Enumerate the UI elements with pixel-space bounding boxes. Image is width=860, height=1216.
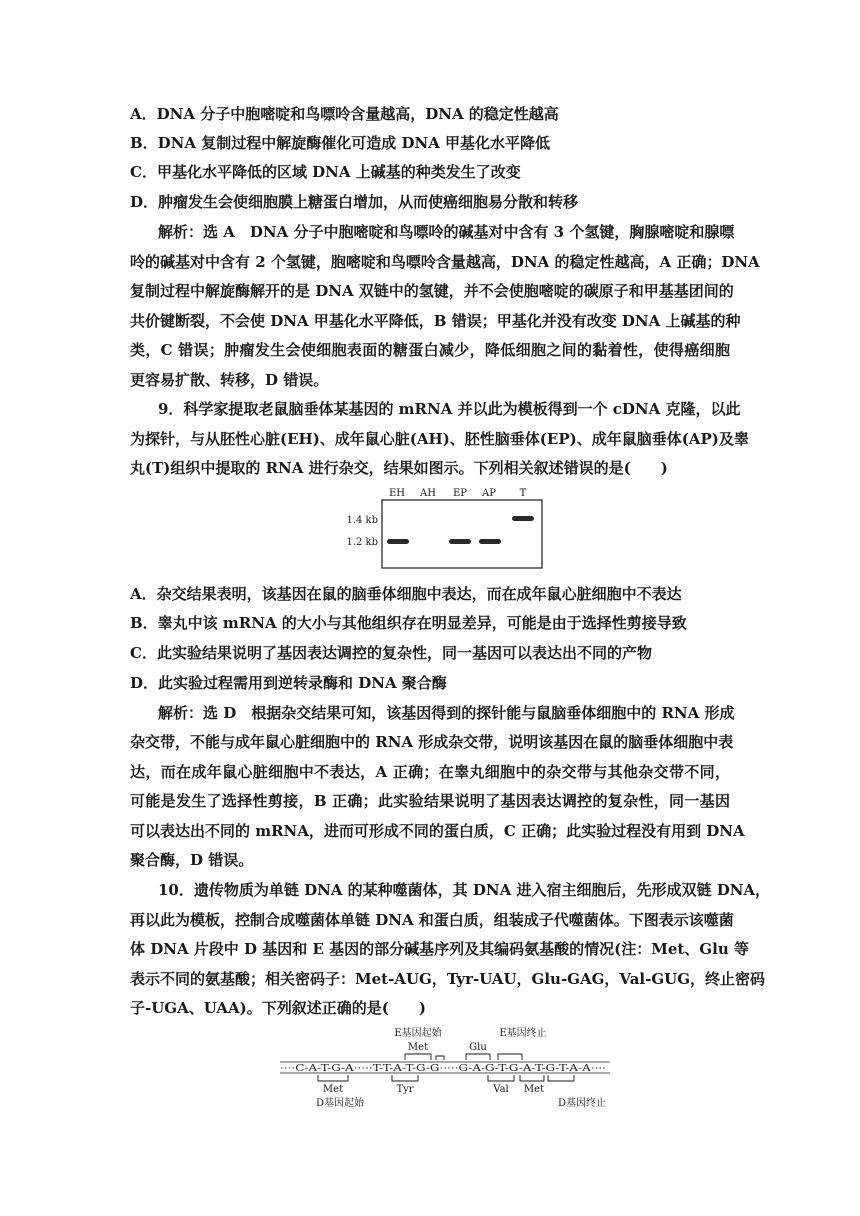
- band-eh: [387, 539, 409, 544]
- lane-label-t: T: [519, 488, 527, 499]
- band-ep: [449, 539, 471, 544]
- d-gene-end-label: D基因终止: [557, 1098, 607, 1108]
- e-gene-start-label: E基因起始: [394, 1028, 442, 1039]
- bracket-e-codon: [436, 1056, 444, 1060]
- q8-analysis-line: 呤的碱基对中含有 2 个氢键，胞嘧啶和鸟嘌呤含量越高，DNA 的稳定性越高，A 正确；DNA: [130, 253, 760, 271]
- q10-stem-line: 体 DNA 片段中 D 基因和 E 基因的部分碱基序列及其编码氨基酸的情况(注：Met、Glu 等: [130, 940, 749, 958]
- q9-analysis-line: 可以表达出不同的 mRNA，进而可形成不同的蛋白质，C 正确；此实验过程没有用到 DNA: [130, 822, 745, 840]
- q9-option-a: A．杂交结果表明，该基因在鼠的脑垂体细胞中表达，而在成年鼠心脏细胞中不表达: [130, 585, 682, 603]
- q9-analysis-line: 杂交带，不能与成年鼠心脏细胞中的 RNA 形成杂交带，说明该基因在鼠的脑垂体细胞中表: [130, 733, 734, 751]
- hybridization-gel-figure: [340, 482, 550, 572]
- q9-option-c: C．此实验结果说明了基因表达调控的复杂性，同一基因可以表达出不同的产物: [130, 644, 652, 662]
- bracket-d-met: [318, 1075, 348, 1081]
- q8-analysis-line: 复制过程中解旋酶解开的是 DNA 双链中的氢键，并不会使胞嘧啶的碳原子和甲基基团间的: [130, 282, 734, 300]
- q8-option-c: C．甲基化水平降低的区域 DNA 上碱基的种类发生了改变: [130, 163, 521, 181]
- d-met-label: Met: [322, 1084, 344, 1095]
- q8-analysis-line: 解析：选 A DNA 分子中胞嘧啶和鸟嘌呤的碱基对中含有 3 个氢键，胸腺嘧啶和腺嘌: [158, 223, 735, 241]
- e-met-label: Met: [407, 1042, 429, 1053]
- e-gene-end-label: E基因终止: [499, 1028, 547, 1039]
- q8-analysis-line: 类，C 错误；肿瘤发生会使细胞表面的糖蛋白减少，降低细胞之间的黏着性，使得癌细胞: [130, 341, 730, 359]
- q8-analysis-line: 更容易扩散、转移，D 错误。: [130, 371, 329, 389]
- bracket-e-met: [405, 1054, 431, 1060]
- band-t: [512, 516, 534, 521]
- dna-sequence-figure: [276, 1026, 616, 1108]
- q9-analysis-line: 可能是发生了选择性剪接，B 正确；此实验结果说明了基因表达调控的复杂性，同一基因: [130, 792, 730, 810]
- q10-stem-line: 表示不同的氨基酸；相关密码子：Met-AUG，Tyr-UAU，Glu-GAG，Val-GUG，终止密码: [130, 970, 766, 988]
- d-met2-label: Met: [523, 1084, 545, 1095]
- q9-analysis-line: 聚合酶，D 错误。: [130, 851, 254, 869]
- bracket-d-val: [488, 1075, 514, 1081]
- q9-option-d: D．此实验过程需用到逆转录酶和 DNA 聚合酶: [130, 674, 447, 692]
- bracket-d-tyr: [392, 1075, 418, 1081]
- q10-stem-line: 10．遗传物质为单链 DNA 的某种噬菌体，其 DNA 进入宿主细胞后，先形成双链 DNA，: [158, 881, 771, 899]
- size-label-1-4kb: 1.4 kb: [346, 515, 378, 526]
- bracket-d-stop: [548, 1075, 574, 1081]
- q9-analysis-line: 达，而在成年鼠心脏细胞中不表达，A 正确；在睾丸细胞中的杂交带与其他杂交带不同，: [130, 763, 730, 781]
- lane-label-ah: AH: [420, 488, 436, 499]
- q10-stem-line: 再以此为模板，控制合成噬菌体单链 DNA 和蛋白质，组装成子代噬菌体。下图表示该噬菌: [130, 911, 734, 929]
- lane-label-ep: EP: [452, 488, 468, 499]
- d-val-label: Val: [493, 1084, 509, 1095]
- q9-stem-line: 丸(T)组织中提取的 RNA 进行杂交，结果如图示。下列相关叙述错误的是( ): [130, 459, 668, 477]
- gel-frame: [382, 500, 542, 568]
- q8-option-a: A．DNA 分子中胞嘧啶和鸟嘌呤含量越高，DNA 的稳定性越高: [130, 105, 559, 123]
- q9-stem-line: 为探针，与从胚性心脏(EH)、成年鼠心脏(AH)、胚性脑垂体(EP)、成年鼠脑垂体(AP)及睾: [130, 430, 749, 448]
- q8-option-d: D．肿瘤发生会使细胞膜上糖蛋白增加，从而使癌细胞易分散和转移: [130, 193, 579, 211]
- lane-label-ap: AP: [482, 488, 496, 499]
- q9-analysis-line: 解析：选 D 根据杂交结果可知，该基因得到的探针能与鼠脑垂体细胞中的 RNA 形成: [158, 704, 735, 722]
- q8-option-b: B．DNA 复制过程中解旋酶催化可造成 DNA 甲基化水平降低: [130, 134, 551, 152]
- bracket-e-glu: [466, 1054, 490, 1060]
- d-gene-start-label: D基因起始: [315, 1098, 365, 1108]
- lane-label-eh: EH: [388, 488, 406, 499]
- size-label-1-2kb: 1.2 kb: [346, 537, 378, 548]
- band-ap: [479, 539, 501, 544]
- bracket-e-stop: [498, 1054, 522, 1060]
- q9-stem-line: 9．科学家提取老鼠脑垂体某基因的 mRNA 并以此为模板得到一个 cDNA 克隆，以此: [158, 400, 741, 418]
- d-tyr-label: Tyr: [396, 1084, 414, 1095]
- dna-sequence: ····C-A-T-G-A·····T-T-A-T-G-G·····G-A-G-T-G-A-T-G-T-A-A····: [280, 1064, 607, 1074]
- bracket-d-met2: [520, 1075, 544, 1081]
- e-glu-label: Glu: [469, 1042, 487, 1053]
- q8-analysis-line: 共价键断裂，不会使 DNA 甲基化水平降低，B 错误；甲基化并没有改变 DNA 上碱基的种: [130, 312, 741, 330]
- q10-stem-line: 子-UGA、UAA)。下列叙述正确的是( ): [130, 999, 426, 1017]
- q9-option-b: B．睾丸中该 mRNA 的大小与其他组织存在明显差异，可能是由于选择性剪接导致: [130, 614, 687, 632]
